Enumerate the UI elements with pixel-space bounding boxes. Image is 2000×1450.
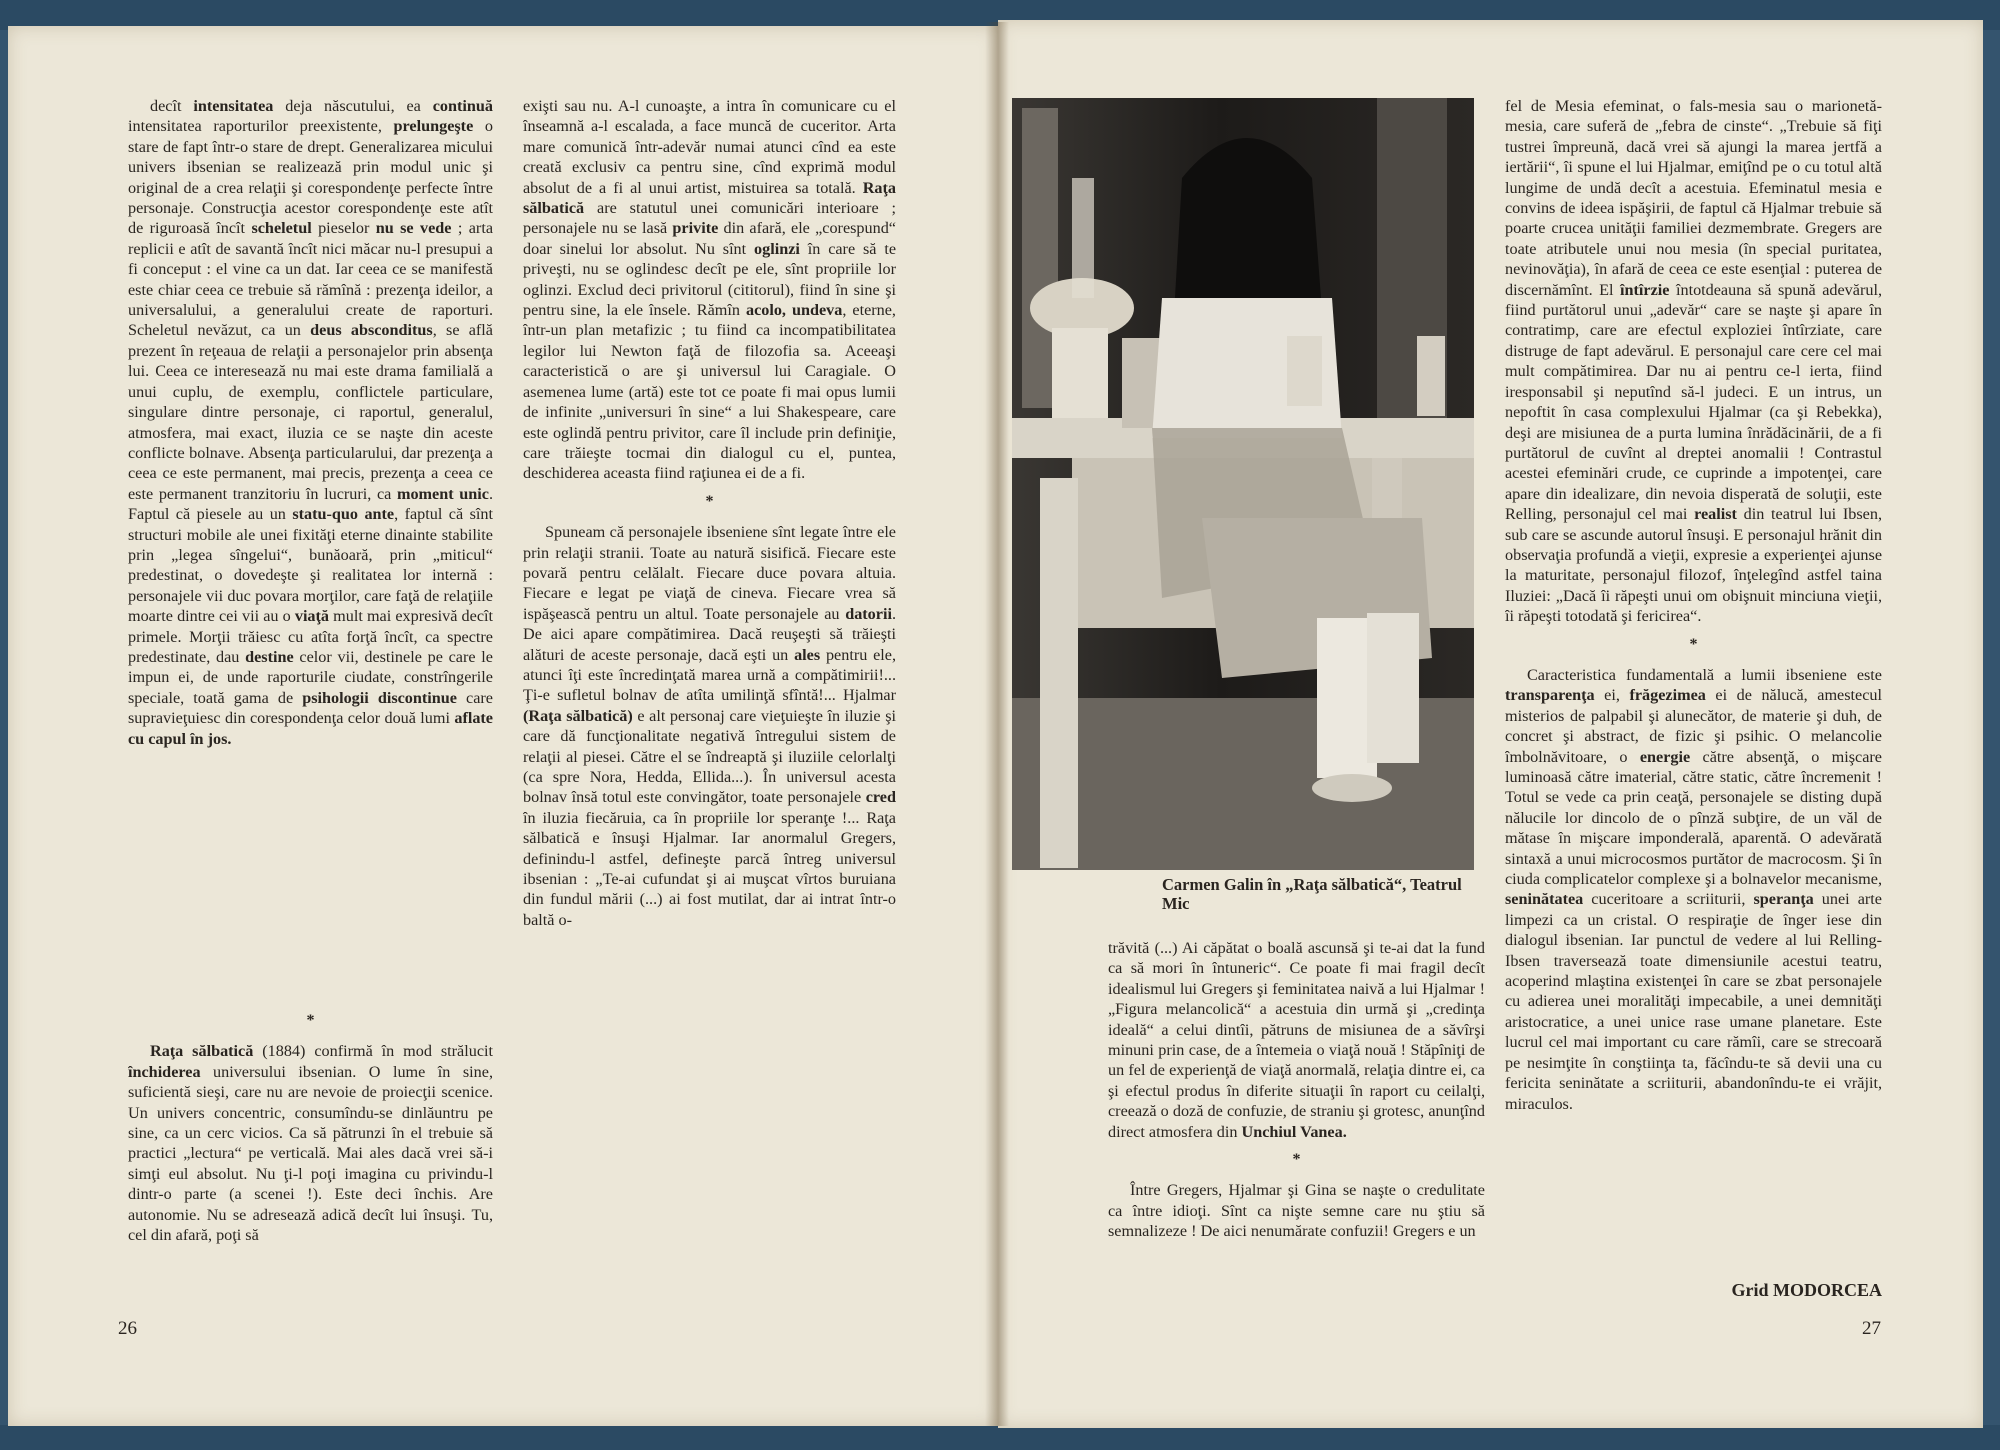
section-separator: * [1689,635,1698,653]
text-run: . De aici apare compătimirea. Dacă reuşeşti să trăieşti alături de aceste personaje, dacă eşti un [523,604,896,664]
emphasis-text: frăgezimea [1629,686,1706,705]
text-run: universului ibsenian. O lume în sine, suficientă sieşi, care nu are nevoie de proiecţii scenice. Un univers concentric, consumîndu-se dinlăuntru pe sine, ca un cerc vicios. Ca să pătrunzi în el trebuie să practici „lectura“ pe verticală. Mai ales dacă vrei să-i simţi eul absolut. Nu ţi-l poţi imagina cu privindu-l dintr-o parte (a scenei !). Este deci închis. Are autonomie. Nu se adresează adică decît lui însuşi. Tu, cel din afară, poţi să [128,1062,493,1245]
text-run: în care să te priveşti, nu se oglindesc decît pe ele, sînt propriile lor oglinzi. Exclud deci privitorul (cititorul), fiind în sine şi pentru sine, la ele însele. Rămîn [523,239,896,320]
emphasis-text: datorii [845,604,892,623]
emphasis-text: continuă [432,97,493,115]
author-signature: Grid MODORCEA [1731,1280,1882,1300]
page-number-left: 26 [118,1318,137,1339]
text-run: . Faptul că piesele au un [128,484,493,524]
emphasis-text: moment unic [396,484,489,503]
text-run: , eterne, într-un plan metafizic ; tu fiind ca incompatibilitatea legilor lui Newton faţă de filozofia sa. Aceeaşi caracteristică o are şi universul lui Caragiale. O asemenea lume (artă) este tot ce poate fi mai opus lumii de infinite „universuri în sine“ a lui Shakespeare, care este oglindă pentru privitor, care îl include prin definiţie, care trăieşte tocmai din dialogul cu el, puntea, deschiderea aceasta fiind raţiunea ei de a fi. [523,301,896,483]
article-column-4 [1505,96,1882,1284]
text-run: mult mai expresivă decît primele. Morţii trăiesc cu atîta forţă încît, ca spectre predestinate, dau [128,607,493,666]
emphasis-text: Unchiul Vanea. [1241,1122,1347,1141]
text-run: exişti sau nu. A-l cunoaşte, a intra în comunicare cu el înseamnă a-l escalada, a face muncă de cuceritor. Arta mare comunică într-adevăr numai atunci cînd ea este creată exclusiv ca pentru sine, cînd exprimă modul absolut de a fi al unui artist, mistuirea sa totală. [523,97,896,197]
text-run: din afară, ele „corespund“ doar sinelui lor absolut. Nu sînt [523,219,896,258]
text-run: pieselor [311,219,376,238]
emphasis-text: (Raţa sălbatică) [523,706,633,725]
emphasis-text: seninătatea [1505,890,1584,909]
text-run: în iluzia fiecăruia, ca în propriile lor speranţe !... Raţa sălbatică e însuşi Hjalmar. Iar anormalul Gregers, definindu-l astfel, defineşte parcă întreg universul ibsenian : „Te-ai cufundat şi ai muşcat vîrtos buruiana din fundul mării (...) ai fost mutilat, dar ai intrat într-o baltă o- [523,808,896,929]
text-run: care supravieţuiesc din corespondenţa celor două lumi [128,688,493,728]
production-photo [1012,98,1474,870]
photograph-girl-with-lamp-icon [1012,98,1474,870]
section-separator: * [705,492,714,510]
photo-caption: Carmen Galin în „Raţa sălbatică“, Teatrul Mic [1162,875,1462,913]
emphasis-text: Raţa sălbatică [150,1042,254,1061]
article-column-1 [128,96,493,996]
emphasis-text: deus absconditus [310,321,433,340]
emphasis-text: transparenţa [1505,686,1595,705]
paragraph [523,96,896,484]
emphasis-text: ales [794,645,821,664]
paragraph [1108,1180,1485,1241]
book-cover-bottom [0,1425,2000,1450]
text-run: trăvită (...) Ai căpătat o boală ascunsă şi te-ai dat la fund ca să mori în întuneric“. Ce poate fi mai fragil decît idealismul lui Gregers şi feminitatea naivă a lui Hjalmar ! „Figura melancolică“ a acestuia din urmă şi „credinţa ideală“ a celui dintîi, pătruns de misiunea de a săvîrşi minuni prin case, de a întemeia o viaţă nouă ! Stăpîniţi de un fel de experienţă de viaţă anormală, relaţia dintre ei, ca şi efectul produs în diferite situaţii în raport cu ceilalţi, creează o doză de confuzie, de straniu şi grotesc, anunţînd direct atmosfera din [1108,939,1485,1141]
text-run: pentru ele, atunci îţi este încredinţată marea urnă a compătimirii!... Ţi-e sufletul bolnav de atîta umilinţă sfîntă!... Hjalmar [523,645,896,705]
section-separator: * [306,1012,315,1029]
text-run: (1884) confirmă în mod strălucit [253,1042,493,1061]
paragraph [1505,96,1882,627]
text-run: fel de Mesia efeminat, o fals-mesia sau o marionetă-mesia, care suferă de „febra de cinste“. „Trebuie să fiţi tustrei împreună, dacă vrei să ajungi la marea jertfă a iertării“, îi spune el lui Hjalmar, emiţînd pe o cu totul altă lungime de undă decît a acestuia. Efeminatul mesia e convins de ideea ispăşirii, de faptul că Hjalmar trebuie să poarte crucea unităţii familiei dezmembrate. Gregers are toate atributele unui nou mesia (în special puritatea, nevinovăţia), în afară de ceea ce este esenţial : puterea de discernămînt. El [1505,97,1882,299]
text-run: , faptul că sînt structuri mobile ale unei fixităţi eterne dinainte stabilite prin „legea sîngelui“, bunăoară, prin „miticul“ predestinat, o dovedeşte şi realitatea lor internă : personajele vii duc povara morţilor, care faţă de relaţiile moarte dintre cei vii au o [128,505,493,626]
emphasis-text: energie [1639,747,1691,766]
page-number-right: 27 [1862,1318,1881,1339]
paragraph [128,96,493,749]
article-column-1-continued [128,1003,493,1308]
emphasis-text: nu se vede [375,219,452,238]
text-run: către absenţă, o mişcare luminoasă către imaterial, către static, către încremenit ! Totul se vede ca prin ceaţă, personajele se disting după nălucile lor dincolo de o pînză subţire, de un văl de mătase în mişcare imponderală, aparentă. O adevărată sintaxă a unui microcosmos purtător de macrocosm. Şi în ciuda complicatelor complexe şi a bolnavelor mecanisme, [1505,747,1882,889]
emphasis-text: oglinzi [754,239,800,258]
text-run: are statutul unei comunicări interioare ; personajele nu se lasă [523,199,896,238]
text-run: Între Gregers, Hjalmar şi Gina se naşte o credulitate ca între idioţi. Sînt ca nişte semne care nu ştiu să semnalizeze ! De aici nenumărate confuzii! Gregers e un [1108,1181,1485,1241]
text-run: celor vii, destinele pe care le impun ei, de unde raporturile ciudate, constrîngerile speciale, toată gama de [128,647,493,707]
text-run: întotdeauna să spună adevărul, fiind purtătorul unui „adevăr“ care se naşte şi apare în contratimp, care are efectul exploziei întîrziate, care distruge de fapt adevărul. E personajul care cere cel mai mult compătimirea. Dar nu ai pentru ce-l ierta, fiind iresponsabil şi neputînd să-l judeci. E un intrus, un nepoftit în casa complexului Hjalmar (ca şi Rebekka), deşi are misiunea de a purta lumina înrădăcinării, de a fi purtătorul de cuvînt al dreptei anomalii ! Contrastul acestei efeminări crude, ce cuprinde a impotenţei, care apare din idealizare, din nevoia disperată de soluţii, este Relling, personajul cel mai [1505,280,1882,524]
paragraph [523,522,896,930]
paragraph [1108,938,1485,1142]
article-column-3 [1108,938,1485,1308]
text-run: e alt personaj care vieţuieşte în iluzie şi care dă funcţionalitate negativă întregului sistem de relaţii al piesei. Către el se îndreaptă şi iluziile celorlalţi (ca spre Nora, Hedda, Ellida...). În universul acesta bolnav însă totul este convingător, toate personajele [523,706,896,807]
section-separator: * [1292,1151,1301,1169]
text-run: unei arte limpezi ca un cristal. O respiraţie de înger iese din dialogul ibsenian. Iar punctul de vedere al lui Relling-Ibsen traversează toate dimensiunile acestui teatru, acoperind mlaştina existenţei în care se zbat personajele cu adierea unei moralităţi impecabile, a unei demnităţi aristocratice, a unei unice rase umane planetare. Este lucrul cel mai important cu care rămîi, care se strecoară pe nesimţite în conştiinţa ta, făcîndu-te să devii una cu fericita seninătate a scriiturii, abandonîndu-te ei vrăjit, miraculos. [1505,890,1882,1113]
text-run: ei de nălucă, amestecul misterios de palpabil şi alunecător, de materie şi duh, de concret şi abstract, de fizic şi psihic. O melancolie îmbolnăvitoare, o [1505,686,1882,766]
text-run: Spuneam că personajele ibseniene sînt legate între ele prin relaţii stranii. Toate au natură sisifică. Fiecare este povară pentru celălalt. Fiecare duce povara altuia. Fiecare e legat pe viaţă de cineva. Fiecare vrea să ispăşească pentru un altul. Toate personajele au [523,523,896,623]
emphasis-text: Raţa sălbatică [523,178,896,218]
paragraph [128,1041,493,1245]
emphasis-text: acolo, undeva [745,301,843,320]
emphasis-text: aflate cu capul în jos. [128,709,493,748]
emphasis-text: scheletul [251,219,312,238]
text-run: ei, [1594,686,1630,705]
emphasis-text: realist [1694,505,1737,524]
text-run: din teatrul lui Ibsen, sub care se ascunde autorul însuşi. E personajul hrănit din observaţia profundă a vieţii, expresie a experienţei ajunse la maturitate, personajul filozof, înţelegînd astfel taina Iluziei: „Dacă îi răpeşti unui om obişnuit minciuna vieţii, îi răpeşti totodată şi fericirea“. [1505,505,1882,626]
text-run: ; arta replicii e atît de savantă încît nici măcar nu-l presupui a fi conceput : el vine ca un dat. Iar ceea ce se manifestă este chiar ceea ce trebuie să rămînă : prezenţa ideilor, a universalului, a generalului create de raporturi. Scheletul nevăzut, ca un [128,219,493,340]
text-run: Caracteristica fundamentală a lumii ibseniene este [1527,665,1882,684]
emphasis-text: speranţa [1753,890,1814,909]
emphasis-text: psihologii discontinue [302,688,457,707]
text-run: cuceritoare a scriiturii, [1583,890,1754,909]
text-run: decît [150,97,194,115]
emphasis-text: destine [245,647,294,666]
article-column-2 [523,96,896,1311]
emphasis-text: privite [672,219,719,238]
text-run: , se află prezent în reţeaua de relaţii a personajelor prin absenţa lui. Ceea ce interesează nu mai este drama familială a unui cuplu, de exemplu, conflictele particulare, singulare dintre personaje, ci raportul, generalul, atmosfera, mai exact, iluzia ce se naşte din aceste conflicte bolnave. Absenţa particularului, dar prezenţa a ceea ce este permanent, mai precis, prezenţa a ceea ce este permanent tranzitoriu în lucruri, ca [128,321,493,503]
emphasis-text: întîrzie [1620,280,1670,299]
paragraph [1505,665,1882,1114]
emphasis-text: intensitatea [193,97,274,115]
book-gutter [985,22,1009,1426]
emphasis-text: viaţă [294,607,330,626]
emphasis-text: statu-quo ante [292,505,395,524]
text-run: o stare de fapt într-o stare de drept. Generalizarea micului univers ibsenian se realizează prin modul unic şi original de a crea relaţii şi corespondenţe perfecte între personaje. Construcţia acestor corespondenţe este atît de riguroasă încît [128,117,493,238]
emphasis-text: închiderea [128,1062,201,1081]
emphasis-text: prelungeşte [393,117,474,136]
emphasis-text: cred [865,788,896,807]
text-run: deja născutului, ea [273,97,433,115]
text-run: intensitatea raporturilor preexistente, [128,117,394,136]
